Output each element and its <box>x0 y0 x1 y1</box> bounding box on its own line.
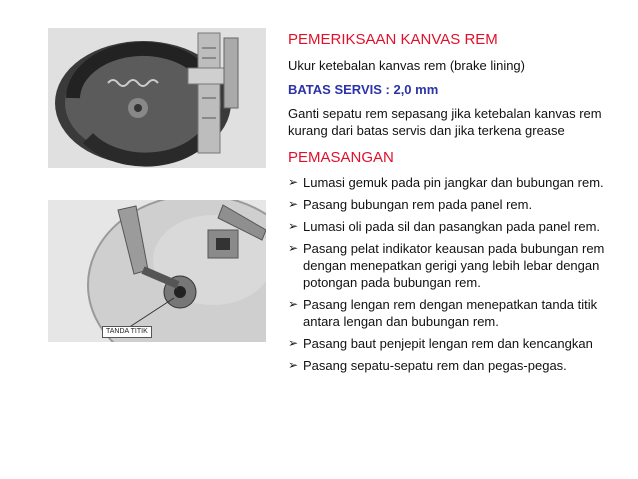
service-limit: BATAS SERVIS : 2,0 mm <box>288 82 439 97</box>
arrow-bullet-icon: ➢ <box>288 336 299 350</box>
arrow-bullet-icon: ➢ <box>288 175 299 189</box>
list-item: ➢ Pasang pelat indikator keausan pada bubungan rem dengan menepatkan gerigi yang lebih lebar dengan potongan pada bubungan rem. <box>288 241 605 290</box>
content-column <box>288 30 608 379</box>
brake-lining-measurement-photo <box>48 28 266 168</box>
inspection-instruction: Ukur ketebalan kanvas rem (brake lining) <box>288 58 525 73</box>
inspection-title: PEMERIKSAAN KANVAS REM <box>288 31 498 48</box>
list-item: ➢ Lumasi gemuk pada pin jangkar dan bubungan rem. <box>288 175 604 190</box>
arrow-bullet-icon: ➢ <box>288 197 299 211</box>
list-item: ➢ Pasang bubungan rem pada panel rem. <box>288 197 533 212</box>
arrow-bullet-icon: ➢ <box>288 358 299 372</box>
installation-title: PEMASANGAN <box>288 149 394 166</box>
punch-mark-caption: TANDA TITIK <box>102 326 152 338</box>
list-item: ➢ Pasang lengan rem dengan menepatkan tanda titik antara lengan dan bubungan rem. <box>288 297 598 329</box>
installation-steps <box>288 174 608 374</box>
arrow-bullet-icon: ➢ <box>288 297 299 311</box>
list-item: ➢ Pasang sepatu-sepatu rem dan pegas-pegas. <box>288 358 567 373</box>
list-item: ➢ Lumasi oli pada sil dan pasangkan pada panel rem. <box>288 219 601 234</box>
replacement-note: Ganti sepatu rem sepasang jika ketebalan kanvas rem kurang dari batas servis dan jika terkena grease <box>288 106 602 138</box>
arrow-bullet-icon: ➢ <box>288 219 299 233</box>
brake-panel-assembly-photo <box>48 200 266 342</box>
list-item: ➢ Pasang baut penjepit lengan rem dan kencangkan <box>288 336 593 351</box>
arrow-bullet-icon: ➢ <box>288 241 299 255</box>
